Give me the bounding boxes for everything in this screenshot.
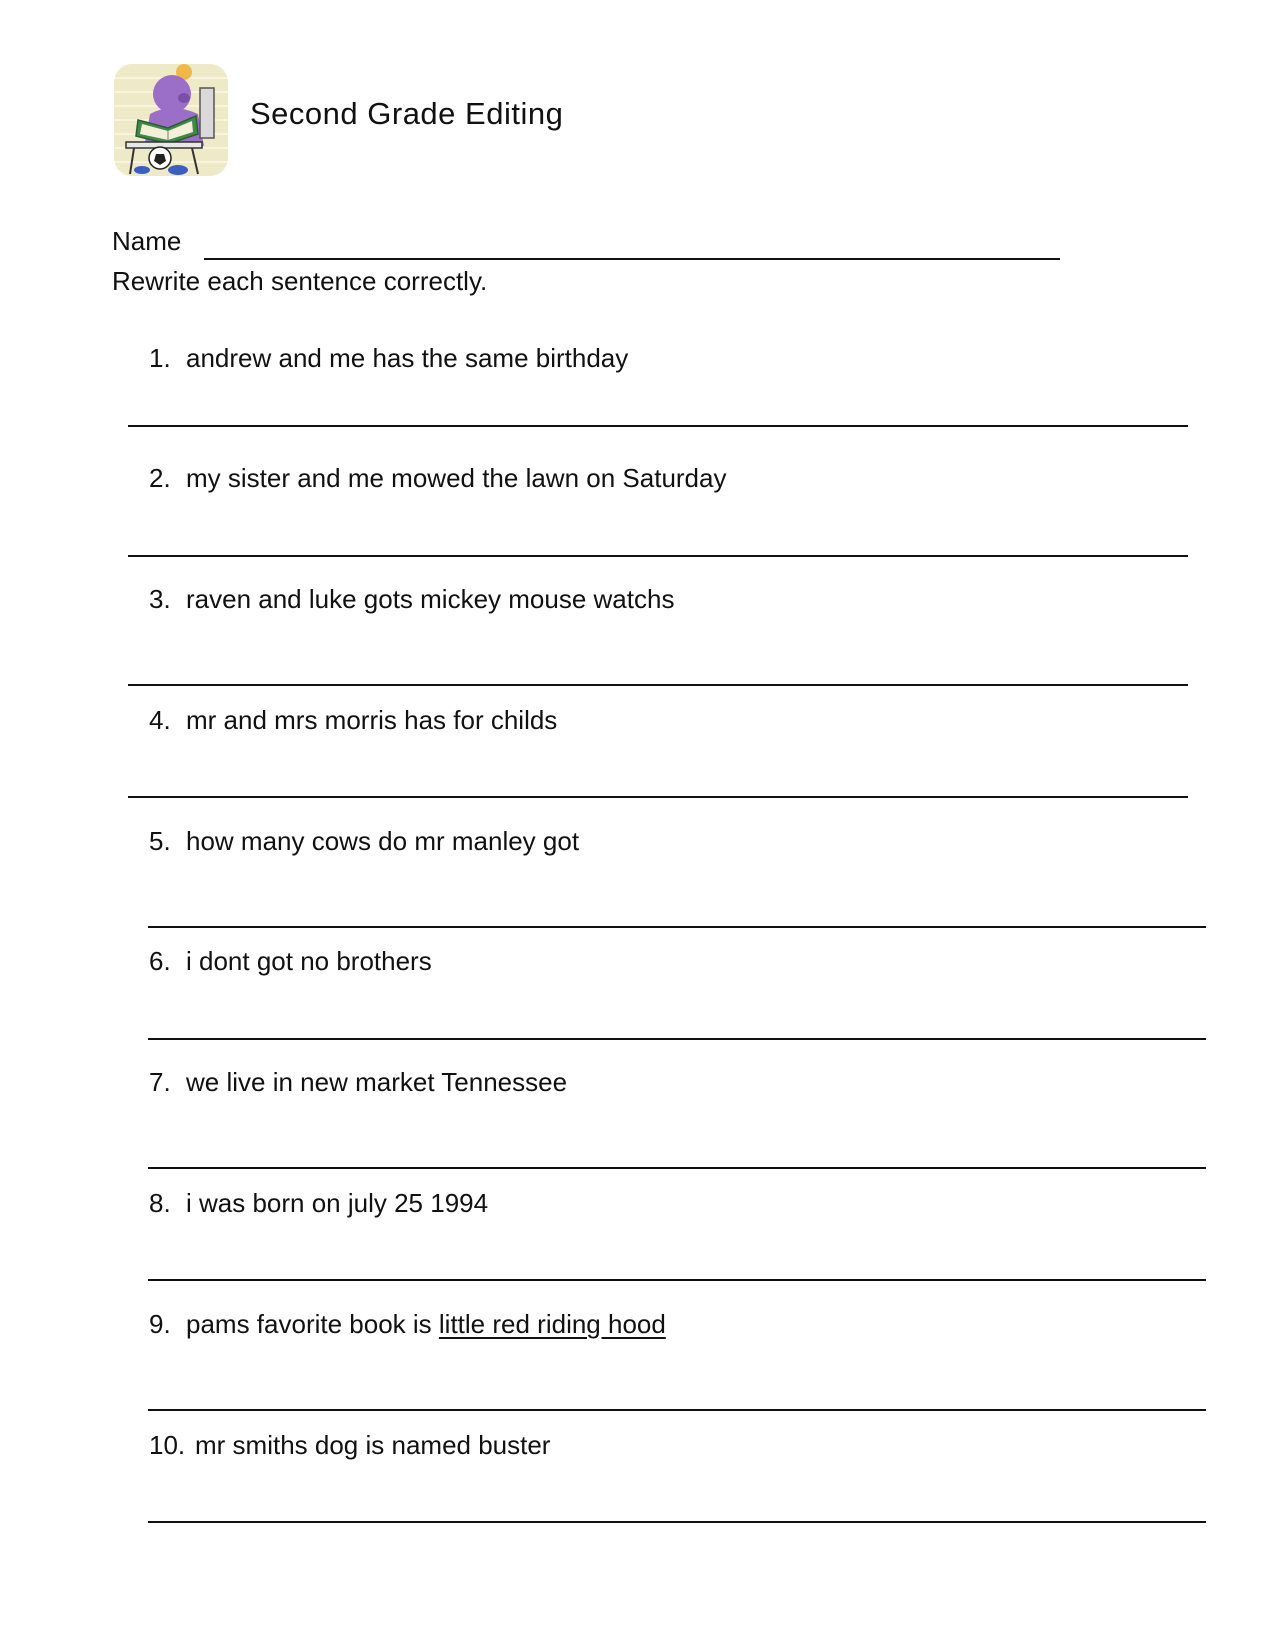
item-number: 5. bbox=[149, 826, 171, 856]
name-label: Name bbox=[112, 226, 182, 256]
answer-line-6[interactable] bbox=[148, 1038, 1206, 1040]
item-number: 2. bbox=[149, 463, 171, 493]
sentence-item-3 bbox=[149, 584, 674, 615]
item-sentence: raven and luke gots mickey mouse watchs bbox=[186, 584, 675, 614]
sentence-item-10 bbox=[149, 1430, 550, 1461]
item-number: 10. bbox=[149, 1430, 186, 1460]
item-sentence: pams favorite book is bbox=[186, 1309, 432, 1339]
item-sentence: mr smiths dog is named buster bbox=[195, 1430, 551, 1460]
sentence-item-6 bbox=[149, 946, 432, 977]
sentence-item-7 bbox=[149, 1067, 567, 1098]
sentence-item-5 bbox=[149, 826, 579, 857]
item-sentence: my sister and me mowed the lawn on Saturday bbox=[186, 463, 727, 493]
item-sentence: andrew and me has the same birthday bbox=[186, 343, 629, 373]
item-number: 3. bbox=[149, 584, 171, 614]
student-reading-clipart bbox=[112, 58, 230, 180]
item-number: 4. bbox=[149, 705, 171, 735]
item-number: 6. bbox=[149, 946, 171, 976]
answer-line-1[interactable] bbox=[128, 425, 1188, 427]
name-field-line[interactable] bbox=[204, 258, 1060, 260]
item-sentence: how many cows do mr manley got bbox=[186, 826, 580, 856]
item-number: 7. bbox=[149, 1067, 171, 1097]
answer-line-2[interactable] bbox=[128, 555, 1188, 557]
book-title-underlined: little red riding hood bbox=[438, 1309, 666, 1339]
sentence-item-4 bbox=[149, 705, 557, 736]
item-sentence: we live in new market Tennessee bbox=[186, 1067, 568, 1097]
answer-line-3[interactable] bbox=[128, 684, 1188, 686]
sentence-item-9 bbox=[149, 1309, 666, 1340]
answer-line-8[interactable] bbox=[148, 1279, 1206, 1281]
answer-line-4[interactable] bbox=[128, 796, 1188, 798]
item-number: 8. bbox=[149, 1188, 171, 1218]
answer-line-10[interactable] bbox=[148, 1521, 1206, 1523]
answer-line-5[interactable] bbox=[148, 926, 1206, 928]
item-sentence: i dont got no brothers bbox=[186, 946, 432, 976]
item-sentence: i was born on july 25 1994 bbox=[186, 1188, 489, 1218]
item-number: 1. bbox=[149, 343, 171, 373]
page-title: Second Grade Editing bbox=[250, 96, 564, 131]
answer-line-7[interactable] bbox=[148, 1167, 1206, 1169]
instructions: Rewrite each sentence correctly. bbox=[112, 266, 488, 296]
item-number: 9. bbox=[149, 1309, 171, 1339]
sentence-item-1 bbox=[149, 343, 628, 374]
item-sentence: mr and mrs morris has for childs bbox=[186, 705, 558, 735]
sentence-item-8 bbox=[149, 1188, 488, 1219]
answer-line-9[interactable] bbox=[148, 1409, 1206, 1411]
sentence-item-2 bbox=[149, 463, 726, 494]
